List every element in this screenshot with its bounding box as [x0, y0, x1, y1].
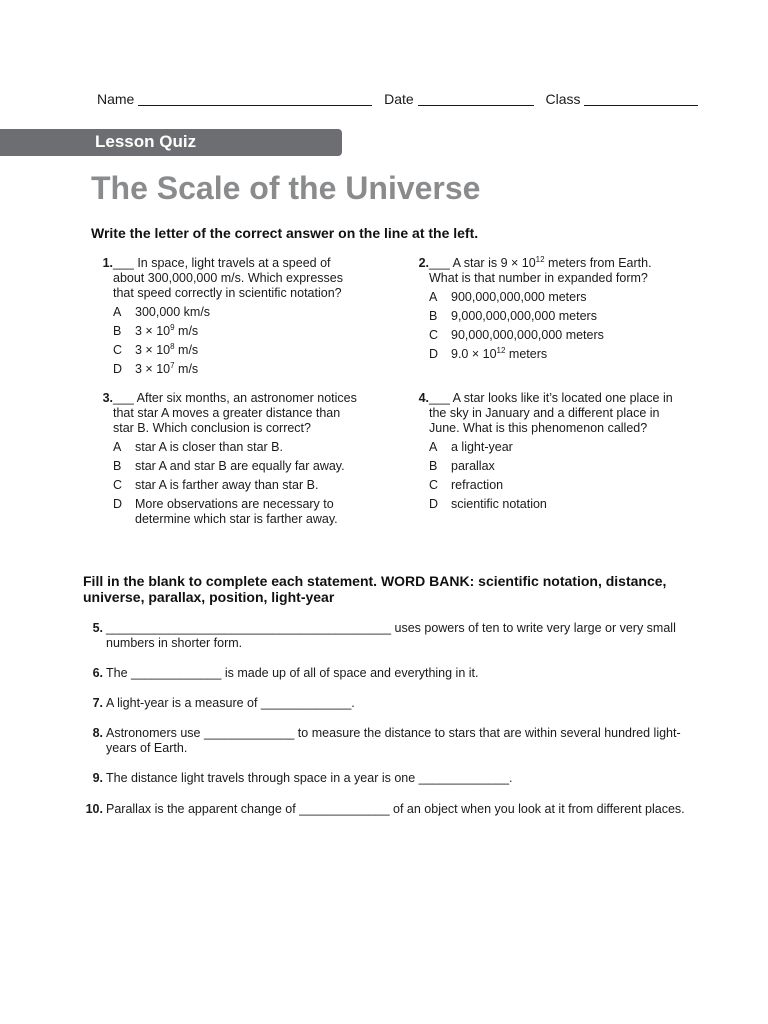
question-4 — [418, 391, 679, 516]
option-c: C $3 \times 10^8$ m/s — [113, 342, 199, 357]
question-number: 2. — [418, 256, 429, 270]
question-stem: ___ A star is $9 \times 10^{12}$ meters from Earth. What is that number in expanded form? — [429, 255, 652, 285]
option-d: D $9.0 \times 10^{12}$ meters — [429, 346, 548, 361]
option-d: D More observations are necessary to determine which star is farther away. — [113, 497, 338, 526]
option-a: A a light-year — [429, 440, 513, 454]
name-blank[interactable] — [138, 91, 372, 106]
student-info-row — [97, 91, 697, 107]
class-label: Class — [545, 91, 581, 107]
date-blank[interactable] — [418, 91, 534, 106]
option-a: A 900,000,000,000 meters — [429, 290, 587, 304]
option-a: A 300,000 km/s — [113, 305, 211, 319]
fill-in-item-7: 7. A light-year is a measure of _____________. — [92, 696, 355, 710]
option-b: B 9,000,000,000,000 meters — [429, 309, 597, 323]
question-number: 1. — [102, 256, 113, 270]
option-c: C star A is farther away than star B. — [113, 478, 319, 492]
section2-instruction: Fill in the blank to complete each statement. WORD BANK: scientific notation, distance, universe, parallax, position, light-year — [83, 573, 667, 605]
question-1 — [102, 256, 358, 381]
question-number: 3. — [102, 391, 113, 405]
page-title: The Scale of the Universe — [91, 170, 481, 206]
fill-in-item-6: 6. The _____________ is made up of all of space and everything in it. — [92, 666, 479, 680]
option-b: B star A and star B are equally far away. — [113, 459, 345, 473]
question-3 — [102, 391, 358, 531]
option-d: D $3 \times 10^7$ m/s — [113, 361, 199, 376]
option-b: B $3 \times 10^9$ m/s — [113, 323, 199, 338]
fill-in-item-5: 5. _________________________________________ uses powers of ten to write very large or very small numbers in shorter form. — [92, 621, 676, 650]
option-a: A star A is closer than star B. — [113, 440, 283, 454]
option-c: C 90,000,000,000,000 meters — [429, 328, 604, 342]
option-c: C refraction — [429, 478, 504, 492]
question-stem: ___ In space, light travels at a speed of about 300,000,000 m/s. Which expresses that speed correctly in scientific notation? — [113, 256, 343, 300]
date-field[interactable] — [384, 91, 533, 107]
fill-in-item-10: 10. Parallax is the apparent change of _____________ of an object when you look at it from different places. — [85, 802, 685, 816]
question-stem: ___ After six months, an astronomer notices that star A moves a greater distance than star B. Which conclusion is correct? — [113, 391, 357, 435]
question-stem: ___ A star looks like it’s located one place in the sky in January and a different place in June. What is this phenomenon called? — [429, 391, 673, 435]
name-label: Name — [97, 91, 135, 107]
option-d: D scientific notation — [429, 497, 547, 511]
class-field[interactable] — [546, 91, 699, 107]
question-number: 4. — [418, 391, 429, 405]
lesson-quiz-banner — [0, 129, 342, 156]
question-2 — [418, 255, 679, 366]
fill-in-item-8: 8. Astronomers use _____________ to measure the distance to stars that are within several hundred light-years of Earth. — [92, 726, 681, 755]
option-b: B parallax — [429, 459, 495, 473]
section1-instruction: Write the letter of the correct answer on the line at the left. — [91, 225, 479, 241]
banner-label: Lesson Quiz — [95, 132, 197, 151]
date-label: Date — [384, 91, 414, 107]
class-blank[interactable] — [584, 91, 698, 106]
name-field[interactable] — [97, 91, 372, 107]
fill-in-item-9: 9. The distance light travels through space in a year is one _____________. — [92, 771, 513, 785]
